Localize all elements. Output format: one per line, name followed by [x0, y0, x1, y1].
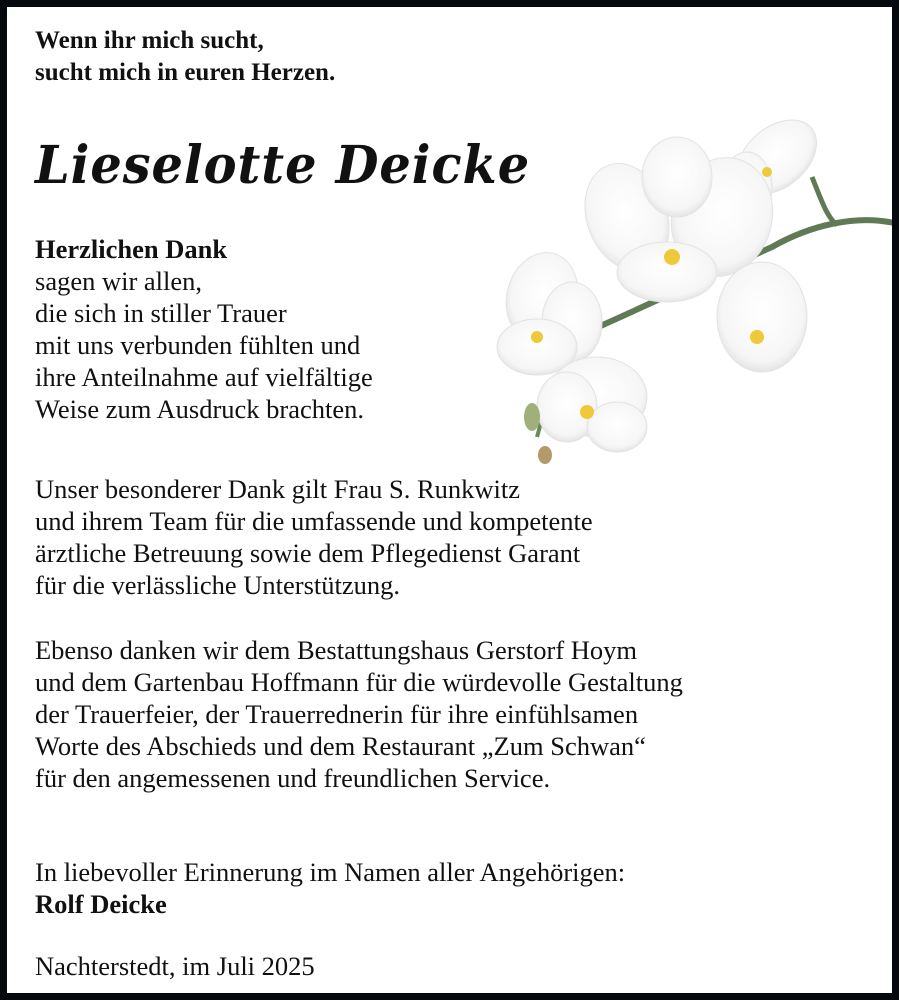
paragraph-line: für den angemessenen und freundlichen Service.: [35, 763, 551, 793]
paragraph-special-thanks: [35, 473, 593, 601]
paragraph-line: Worte des Abschieds und dem Restaurant „Zum Schwan“: [35, 731, 646, 761]
thanks-line: Weise zum Ausdruck brachten.: [35, 394, 365, 424]
thanks-line: ihre Anteilnahme auf vielfältige: [35, 362, 373, 392]
paragraph-line: und dem Gartenbau Hoffmann für die würdevolle Gestaltung: [35, 667, 683, 697]
orchid-image: [477, 107, 899, 472]
paragraph-line: ärztliche Betreuung sowie dem Pflegedienst Garant: [35, 538, 581, 568]
thanks-heading: Herzlichen Dank: [35, 234, 228, 264]
place-date: Nachterstedt, im Juli 2025: [35, 951, 315, 981]
thanks-line: die sich in stiller Trauer: [35, 298, 287, 328]
paragraph-line: Ebenso danken wir dem Bestattungshaus Gerstorf Hoym: [35, 635, 638, 665]
signatory: Rolf Deicke: [35, 889, 167, 919]
thanks-line: mit uns verbunden fühlten und: [35, 330, 361, 360]
paragraph-line: und ihrem Team für die umfassende und kompetente: [35, 506, 593, 536]
closing-block: [35, 856, 625, 920]
motto-line: sucht mich in euren Herzen.: [35, 59, 336, 86]
paragraph-line: für die verlässliche Unterstützung.: [35, 570, 400, 600]
closing-text: In liebevoller Erinnerung im Namen aller Angehörigen:: [35, 857, 626, 887]
thanks-line: sagen wir allen,: [35, 266, 203, 296]
motto-line: Wenn ihr mich sucht,: [35, 27, 264, 54]
thanks-block: [35, 233, 373, 425]
paragraph-further-thanks: [35, 634, 683, 794]
motto: [35, 25, 335, 89]
paragraph-line: Unser besonderer Dank gilt Frau S. Runkwitz: [35, 474, 521, 504]
paragraph-line: der Trauerfeier, der Trauerrednerin für ihre einfühlsamen: [35, 699, 639, 729]
deceased-name: Lieselotte Deicke: [35, 135, 531, 196]
